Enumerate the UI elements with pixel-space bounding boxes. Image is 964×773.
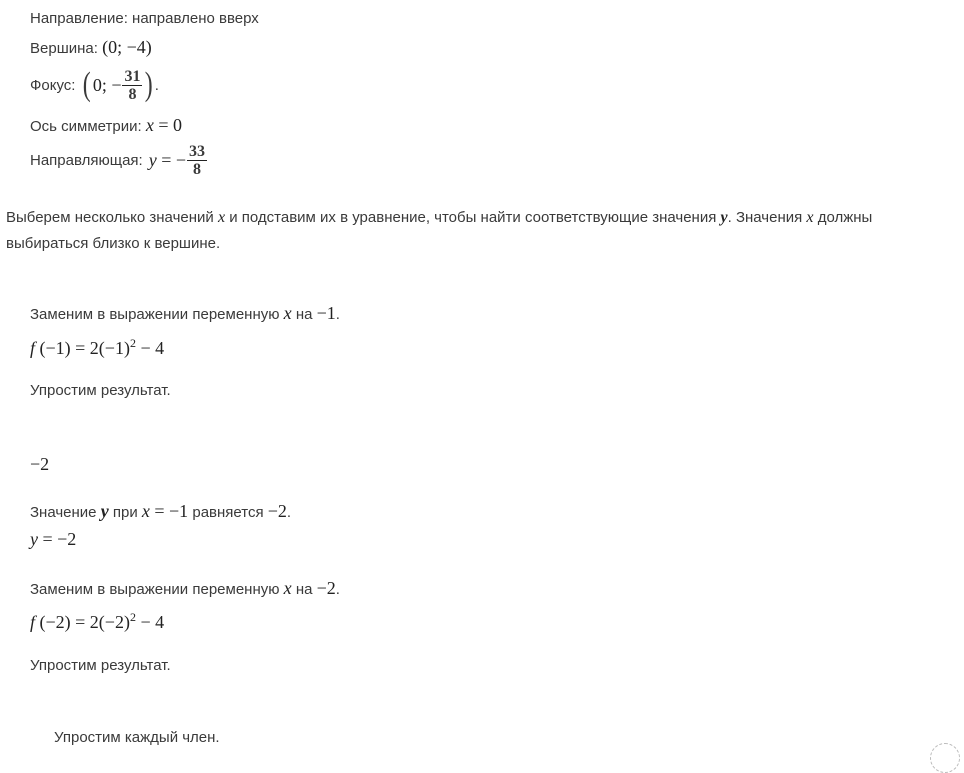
step2-eq-exp: 2 [129,610,136,624]
step2-replace-line [30,578,340,600]
axis-label: Ось симметрии: [30,118,142,135]
step2-func: f [30,612,36,632]
y-eq-var: y [30,529,38,549]
step1-var: x [283,303,292,323]
step1-func: f [30,338,36,358]
intro-paragraph [6,205,946,257]
focus-denominator: 8 [128,85,137,103]
axis-line [30,115,182,137]
step1-replace-line [30,303,340,325]
direction-label: Направление: [30,10,128,27]
step2-eq-rhs: − 4 [135,612,165,632]
intro-var-y: y [720,209,728,226]
focus-close-paren: ) [145,66,154,103]
step2-sub-step: Упростим каждый член. [54,729,220,746]
axis-var: x [145,115,154,135]
focus-line [30,60,159,110]
directrix-fraction [187,143,207,178]
step1-eq-exp: 2 [129,336,136,350]
focus-fraction [122,68,142,103]
step1-eq-lhs: (−1) = 2(−1) [35,338,130,358]
focus-open-paren: ( [83,66,92,103]
conclusion-text-2: при [108,504,142,521]
axis-value: = 0 [153,115,182,135]
direction-line [30,9,259,29]
step2-eq-lhs: (−2) = 2(−2) [35,612,130,632]
vertex-value: (0; −4) [102,37,152,57]
intro-var-x2: x [806,209,814,226]
conclusion-x-value: = −1 [149,501,189,521]
focus-prefix: 0; − [92,74,122,95]
step1-on: на [291,306,317,323]
vertex-line [30,37,152,59]
conclusion-dot: . [286,504,292,521]
step1-replace-text: Заменим в выражении переменную [30,306,284,323]
step2-var: x [283,578,292,598]
step1-result: −2 [30,454,50,474]
vertex-label: Вершина: [30,40,98,57]
loading-spinner-icon [930,743,960,773]
intro-text-3: . Значения [727,209,807,226]
directrix-eq: = − [156,149,187,170]
directrix-var: y [148,149,157,170]
directrix-line [30,138,208,182]
focus-suffix: . [154,76,159,94]
step2-equation [30,607,164,632]
step1-y-equation [30,529,76,549]
directrix-numerator: 33 [189,142,206,160]
conclusion-var-x: x [141,501,150,521]
step2-value: −2 [316,578,336,598]
directrix-label: Направляющая: [30,151,143,169]
intro-text-2: и подставим их в уравнение, чтобы найти соответствующие значения [225,209,721,226]
direction-value: направлено вверх [132,10,259,27]
step2-on: на [291,581,317,598]
step2-simplify-label: Упростим результат. [30,657,171,674]
step1-value: −1 [316,303,336,323]
step1-eq-rhs: − 4 [135,338,165,358]
focus-numerator: 31 [124,67,141,85]
conclusion-text-1: Значение [30,504,101,521]
step1-conclusion [30,501,291,523]
directrix-denominator: 8 [193,160,202,178]
conclusion-text-3: равняется [188,504,268,521]
step2-dot: . [335,581,340,598]
conclusion-y-value: −2 [267,501,287,521]
focus-label: Фокус: [30,76,76,94]
step2-replace-text: Заменим в выражении переменную [30,581,284,598]
conclusion-var-y: y [100,501,109,521]
step1-simplify-label: Упростим результат. [30,382,171,399]
step1-equation [30,333,164,358]
intro-text-4: должны выбираться близко к вершине. [6,209,873,252]
intro-text-1: Выберем несколько значений [6,209,218,226]
y-eq-value: = −2 [38,529,77,549]
intro-var-x: x [217,209,226,226]
step1-dot: . [335,306,340,323]
